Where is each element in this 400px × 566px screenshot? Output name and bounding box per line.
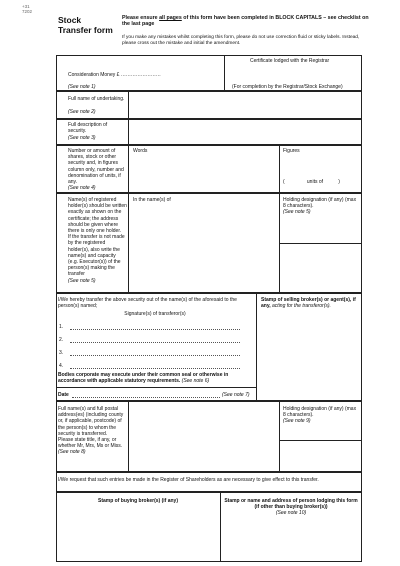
holder-designation-label: Holding designation (if any) (max 8 characters). (See note 5) <box>283 197 357 216</box>
buying-stamp-area[interactable] <box>58 510 218 560</box>
undertaking-divider <box>128 91 129 119</box>
transferee-divider-1 <box>128 401 129 472</box>
signature-number-3: 3. <box>59 350 64 356</box>
words-label: Words <box>133 148 148 154</box>
transferee-designation-label: Holding designation (if any) (max 8 characters). (See note 9) <box>283 406 357 425</box>
buying-stamp-label: Stamp of buying broker(s) (if any) <box>97 498 178 504</box>
holder-name-field[interactable] <box>130 205 277 291</box>
transfer-statement: I/We hereby transfer the above security out of the name(s) of the aforesaid to the person(s) named; <box>58 297 237 310</box>
signature-line-4[interactable] <box>70 368 240 369</box>
figures-field[interactable] <box>281 155 360 177</box>
transferee-designation-line <box>279 440 362 441</box>
completion-notice: Please ensure all pages of this form have been completed in BLOCK CAPITALS – see checklist on the last page <box>122 15 369 28</box>
consideration-divider <box>224 55 225 91</box>
figures-label: Figures <box>283 148 300 154</box>
stamps-divider <box>220 492 221 562</box>
number-divider-2 <box>279 145 280 193</box>
number-divider-1 <box>128 145 129 193</box>
number-label: Number or amount of shares, stock or other security and, in figures column only, number and denomination of units, if any. <box>68 148 124 186</box>
register-request: I/We request that such entries be made in the Register of Shareholders as are necessary to give effect to this transfer. <box>58 477 319 483</box>
security-label: Full description of security. <box>68 122 108 135</box>
holder-label: Name(s) of registered holder(s) should be written exactly as shown on the certificate; the address should be given where there is only one holder. If the transfer is not made by the registered holder(s), also write the name(s) and capacity (e.g. Executor(s)) of the person(s) making the transfer (See note 5) <box>68 197 127 284</box>
security-note: (See note 3) <box>68 135 96 141</box>
undertaking-field[interactable] <box>130 92 360 118</box>
undertaking-label: Full name of undertaking. <box>68 96 125 102</box>
consideration-label: Consideration Money £ …………………… <box>68 72 161 78</box>
lodging-stamp-area[interactable] <box>223 518 360 560</box>
words-field[interactable] <box>130 155 277 191</box>
signature-line-3[interactable] <box>70 355 240 356</box>
holder-designation-line <box>279 243 362 244</box>
corner-code: +31 7202 <box>22 4 33 14</box>
instructions-text: If you make any mistakes whilst completing this form, please do not use correction fluid or sticky labels. Instead, please cross out the mistake and initial the amendment. <box>122 35 360 46</box>
lodging-stamp-label: Stamp or name and address of person lodging this form (if other than buying broker(s)) (See note 10) <box>224 498 358 517</box>
date-note: (See note 7) <box>222 392 250 398</box>
signature-number-1: 1. <box>59 324 64 330</box>
date-top-line <box>56 387 256 388</box>
signature-line-2[interactable] <box>70 342 240 343</box>
stamp-selling-label: Stamp of selling broker(s) or agent(s), if any, acting for the transferor(s). <box>261 297 356 310</box>
date-field[interactable] <box>72 397 220 398</box>
holder-designation-field[interactable] <box>281 245 360 291</box>
corporate-note: Bodies corporate may execute under their common seal or otherwise in accordance with applicable statutory requirements. (See note 6) <box>58 372 229 385</box>
security-divider <box>128 119 129 145</box>
certificate-label: Certificate lodged with the Registrar <box>250 58 330 64</box>
transferee-field[interactable] <box>130 403 277 470</box>
undertaking-note: (See note 2) <box>68 109 96 115</box>
transferee-label: Full name(s) and full postal address(es) (including county or, if applicable, postcode) of the person(s) to whom the security is transferred. Please state title, if any, or whether Mr, Mrs, Ms or Miss. (See note 8) <box>58 406 124 456</box>
form-title: Stock Transfer form <box>58 15 113 35</box>
number-note: (See note 4) <box>68 185 96 191</box>
see-note-1: (See note 1) <box>68 84 96 90</box>
signature-number-4: 4. <box>59 363 64 369</box>
transfer-divider <box>256 293 257 401</box>
signature-label: Signature(s) of transferor(s) <box>124 311 186 317</box>
signature-number-2: 2. <box>59 337 64 343</box>
date-label: Date <box>58 392 69 398</box>
in-name-label: In the name(s) of <box>133 197 171 203</box>
transferee-designation-field[interactable] <box>281 442 360 470</box>
holder-divider-1 <box>128 193 129 293</box>
security-field[interactable] <box>130 120 360 144</box>
units-label: ( units of ) <box>283 179 340 185</box>
completion-note: (For completion by the Registrar/Stock Exchange) <box>232 84 343 90</box>
signature-line-1[interactable] <box>70 329 240 330</box>
transferee-divider-2 <box>279 401 280 472</box>
